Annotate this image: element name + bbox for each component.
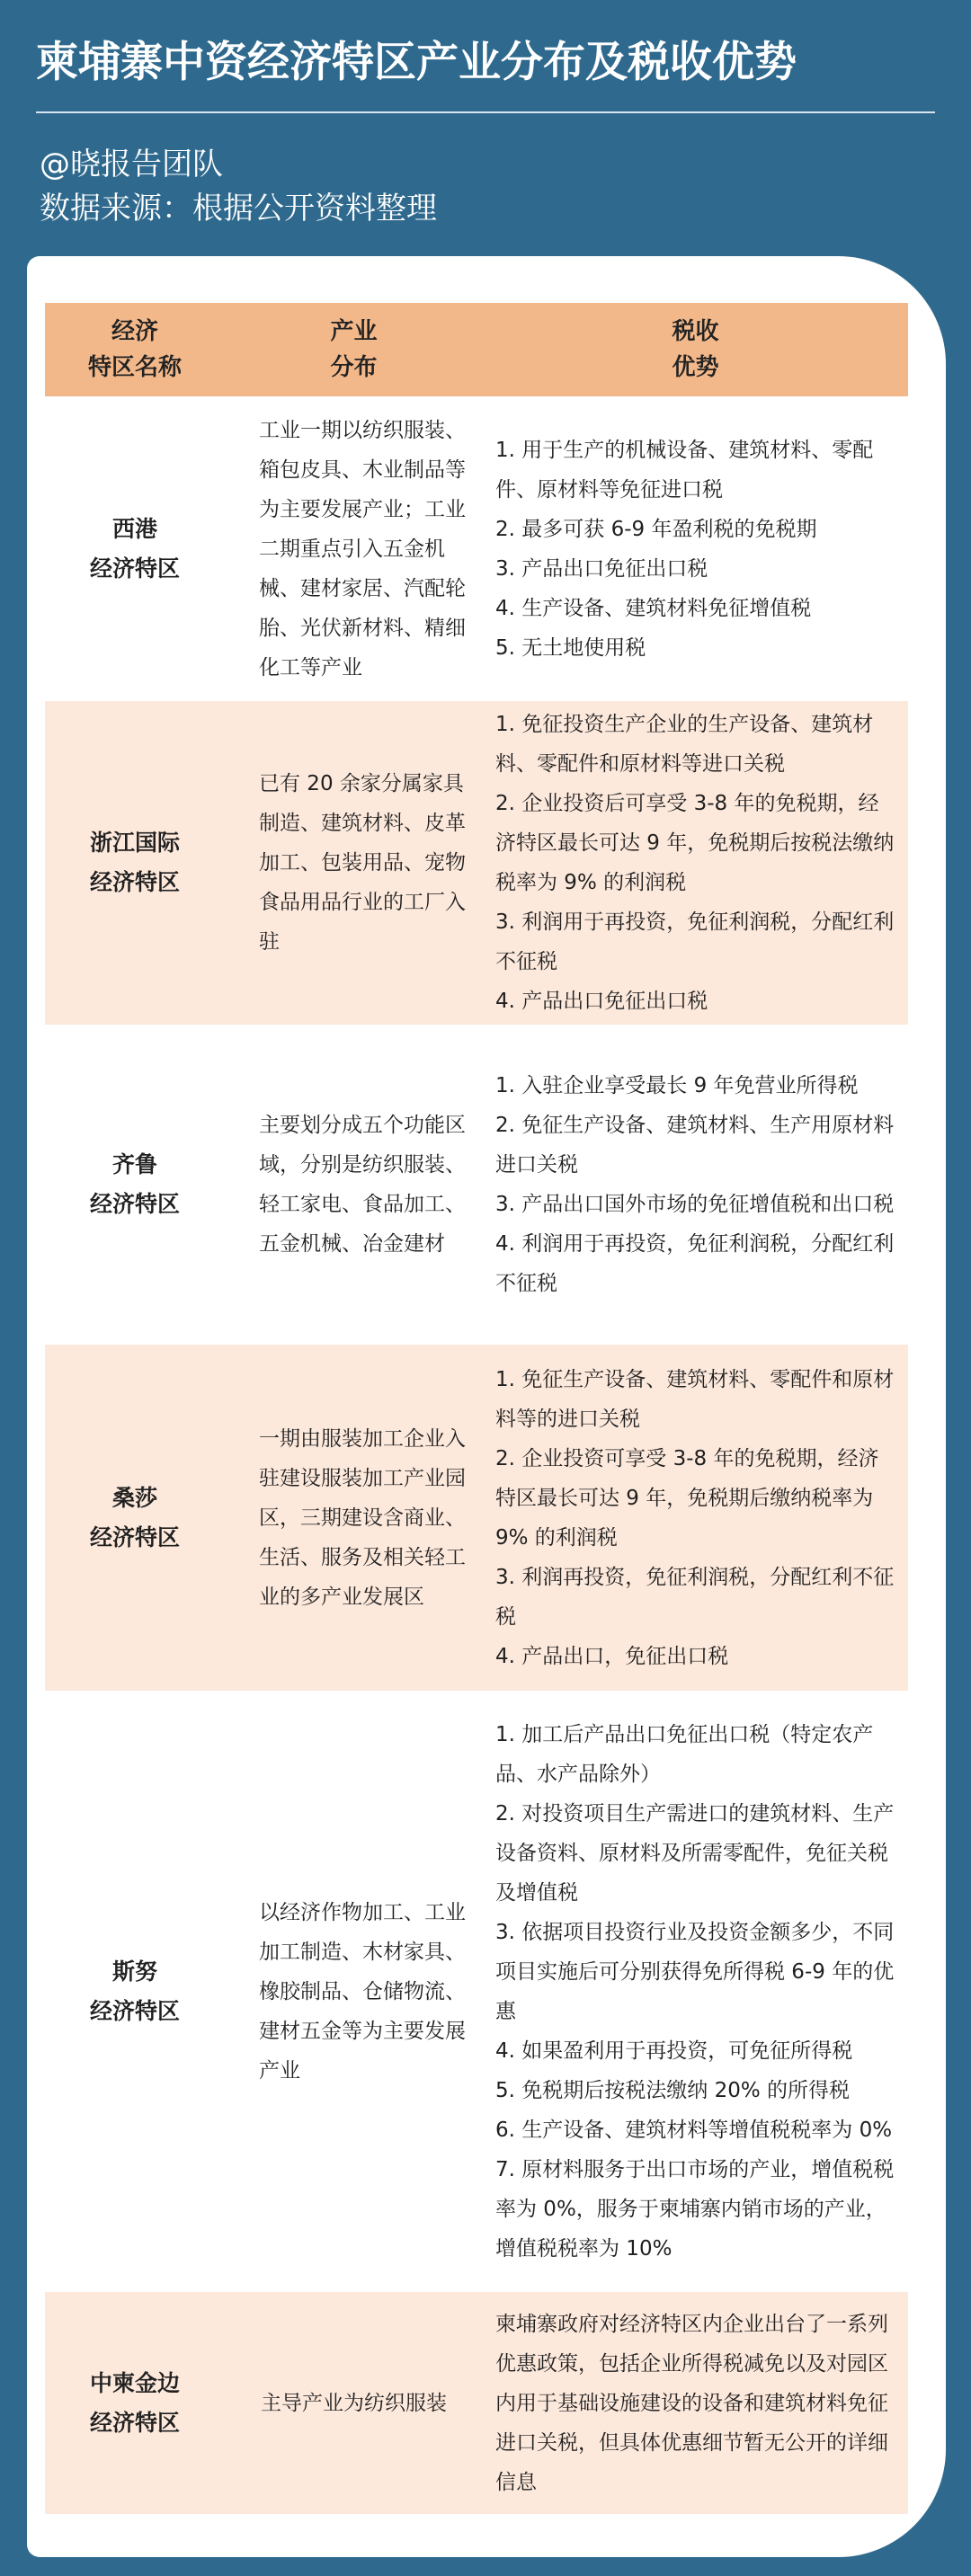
tax-item: 1. 免征生产设备、建筑材料、零配件和原材料等的进口关税 [495, 1367, 895, 1431]
tax-item: 6. 生产设备、建筑材料等增值税税率为 0% [495, 2118, 893, 2142]
zone-industry: 主导产业为纺织服装 [261, 2391, 447, 2415]
zone-industry: 主要划分成五个功能区域，分别是纺织服装、轻工家电、食品加工、五金机械、冶金建材 [259, 1114, 466, 1256]
zone-name: 桑莎 经济特区 [89, 1484, 180, 1550]
zone-industry: 已有 20 余家分属家具制造、建筑材料、皮革加工、包装用品、宠物食品用品行业的工厂入驻 [259, 772, 466, 954]
tax-item: 柬埔寨政府对经济特区内企业出台了一系列优惠政策，包括企业所得税减免以及对园区内用于基础设施建设的设备和建筑材料免征进口关税，但具体优惠细节暂无公开的详细信息 [495, 2312, 888, 2494]
zone-name: 中柬金边 经济特区 [89, 2369, 180, 2436]
tax-item: 1. 入驻企业享受最长 9 年免营业所得税 [495, 1074, 859, 1097]
tax-item: 2. 企业投资后可享受 3-8 年的免税期，经济特区最长可达 9 年，免税期后按税法缴纳税率为 9% 的利润税 [495, 792, 895, 894]
zone-name: 浙江国际 经济特区 [89, 830, 180, 895]
zones-table [45, 303, 908, 2514]
header-tax: 税收 优势 [672, 318, 719, 381]
tax-item: 5. 免税期后按税法缴纳 20% 的所得税 [495, 2078, 850, 2102]
zone-industry: 工业一期以纺织服装、箱包皮具、木业制品等为主要发展产业；工业二期重点引入五金机械、建材家居、汽配轮胎、光伏新材料、精细化工等产业 [259, 418, 466, 680]
tax-item: 3. 依据项目投资行业及投资金额多少，不同项目实施后可分别获得免所得税 6-9 年的优惠 [495, 1920, 895, 2023]
content-card [27, 256, 946, 2557]
zone-tax-benefits [483, 701, 908, 1025]
tax-item: 3. 利润再投资，免征利润税，分配红利不征税 [495, 1565, 895, 1629]
zone-name: 西港 经济特区 [89, 515, 180, 582]
zone-industry: 以经济作物加工、工业加工制造、木材家具、橡胶制品、仓储物流、建材五金等为主要发展产业 [259, 1900, 466, 2083]
tax-item: 4. 如果盈利用于再投资，可免征所得税 [495, 2039, 853, 2063]
author-line: @晓报告团队 [40, 147, 223, 182]
tax-item: 2. 免征生产设备、建筑材料、生产用原材料进口关税 [495, 1114, 895, 1177]
tax-item: 2. 对投资项目生产需进口的建筑材料、生产设备资料、原材料及所需零配件，免征关税及增值税 [495, 1801, 895, 1905]
zone-tax-benefits [483, 398, 908, 699]
source-line: 数据来源：根据公开资料整理 [40, 191, 437, 227]
page-title: 柬埔寨中资经济特区产业分布及税收优势 [36, 38, 797, 87]
header-zone-name: 经济 特区名称 [87, 318, 182, 381]
tax-item: 4. 生产设备、建筑材料免征增值税 [495, 596, 812, 620]
tax-item: 3. 产品出口国外市场的免征增值税和出口税 [495, 1193, 895, 1216]
tax-item: 4. 产品出口，免征出口税 [495, 1644, 729, 1668]
tax-item: 3. 利润用于再投资，免征利润税，分配红利不征税 [495, 910, 895, 973]
tax-item: 1. 免征投资生产企业的生产设备、建筑材料、零配件和原材料等进口关税 [495, 713, 874, 776]
title-divider [36, 111, 935, 113]
zone-tax-benefits [483, 1345, 908, 1691]
header-industry: 产业 分布 [330, 318, 378, 381]
tax-item: 4. 利润用于再投资，免征利润税，分配红利不征税 [495, 1232, 895, 1295]
table-header-row [45, 303, 908, 396]
table-row [45, 1025, 908, 1343]
zone-tax-benefits [483, 2292, 908, 2514]
table-row [45, 1691, 908, 2290]
tax-item: 1. 用于生产的机械设备、建筑材料、零配件、原材料等免征进口税 [495, 438, 874, 502]
tax-item: 7. 原材料服务于出口市场的产业，增值税税率为 0%，服务于柬埔寨内销市场的产业，增值税税率为 10% [495, 2157, 895, 2261]
zone-name: 斯努 经济特区 [89, 1958, 180, 2024]
zone-industry: 一期由服装加工企业入驻建设服装加工产业园区，三期建设含商业、生活、服务及相关轻工业的多产业发展区 [259, 1426, 466, 1609]
table-row [45, 396, 908, 699]
tax-item: 4. 产品出口免征出口税 [495, 990, 708, 1013]
tax-item: 2. 最多可获 6-9 年盈利税的免税期 [495, 517, 817, 541]
tax-item: 1. 加工后产品出口免征出口税（特定农产品、水产品除外） [495, 1722, 874, 1786]
table-row [45, 699, 908, 1025]
tax-item: 2. 企业投资可享受 3-8 年的免税期，经济特区最长可达 9 年，免税期后缴纳税率为 9% 的利润税 [495, 1446, 879, 1550]
tax-item: 5. 无土地使用税 [495, 635, 646, 660]
tax-item: 3. 产品出口免征出口税 [495, 556, 708, 581]
zone-name: 齐鲁 经济特区 [89, 1151, 180, 1217]
zone-tax-benefits [483, 1692, 908, 2290]
table-row [45, 2290, 908, 2514]
zone-tax-benefits [483, 1026, 908, 1343]
table-row [45, 1343, 908, 1691]
